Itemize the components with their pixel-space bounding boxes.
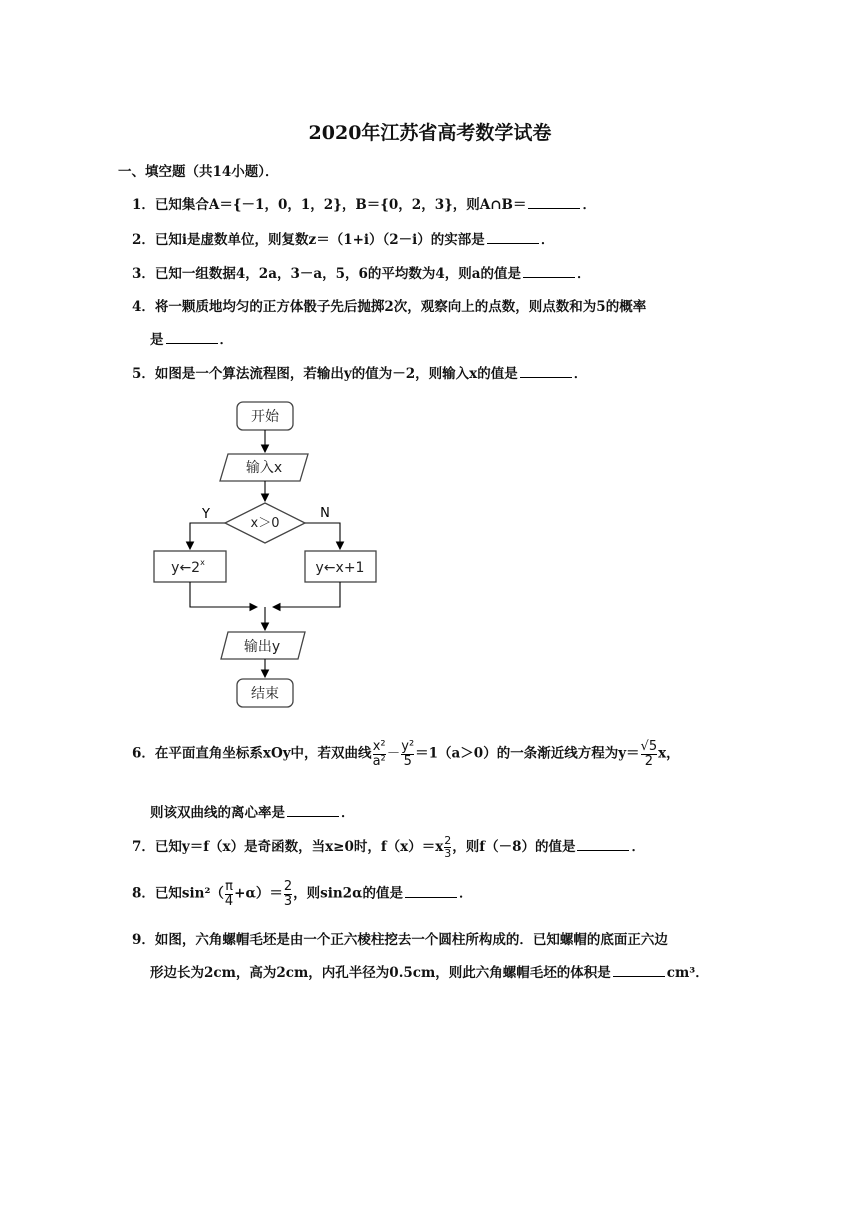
- question-text: ，则f（－8）的值是: [452, 839, 576, 855]
- question-text: 形边长为2cm，高为2cm，内孔半径为0.5cm，则此六角螺帽毛坯的体积是: [150, 965, 611, 981]
- answer-blank: [405, 886, 457, 898]
- question-text: 如图是一个算法流程图，若输出y的值为－2，则输入x的值是: [154, 366, 518, 382]
- answer-blank: [287, 805, 339, 817]
- yes-label: Y: [202, 507, 210, 522]
- end-box: [237, 679, 293, 707]
- input-box: [220, 454, 308, 481]
- end-label: 结束: [251, 686, 279, 702]
- numerator: √5: [640, 739, 658, 754]
- answer-blank: [523, 266, 575, 278]
- question-5: [132, 362, 587, 382]
- question-text: +α）＝: [234, 885, 283, 902]
- question-text: ，则sin2α的值是: [293, 885, 403, 902]
- question-end: cm³．: [666, 965, 709, 981]
- question-text: 将一颗质地均匀的正方体骰子先后抛掷2次，观察向上的点数，则点数和为5的概率: [154, 299, 647, 315]
- question-text: ＝1（a＞0）的一条渐近线方程为y＝: [415, 745, 640, 762]
- question-text: 如图，六角螺帽毛坯是由一个正六棱柱挖去一个圆柱所构成的．已知螺帽的底面正六边: [154, 932, 668, 948]
- numerator: x²: [372, 739, 386, 754]
- answer-blank: [520, 366, 572, 378]
- question-6-continued: [150, 801, 355, 821]
- denominator: 3: [444, 847, 452, 860]
- page-title: 2020年江苏省高考数学试卷: [308, 122, 552, 144]
- question-7: [132, 835, 645, 860]
- denominator: 5: [403, 753, 412, 769]
- question-3: [132, 262, 591, 282]
- question-number: 6．: [132, 745, 155, 762]
- question-text: x，: [658, 745, 680, 762]
- fraction-pi-4: [225, 880, 233, 908]
- denominator: 4: [224, 893, 234, 909]
- question-end: ．: [219, 332, 233, 348]
- condition-label: x＞0: [250, 516, 280, 531]
- answer-blank: [528, 197, 580, 209]
- right-process-box: [305, 551, 376, 582]
- question-1: [132, 193, 596, 213]
- numerator: π: [225, 879, 233, 894]
- question-text: 已知y＝f（x）是奇函数，当x≥0时，f（x）＝x: [154, 839, 444, 855]
- question-end: ．: [577, 266, 591, 282]
- output-label: 输出y: [243, 639, 281, 655]
- left-process-box: [154, 551, 226, 582]
- left-box-label: y←2$^x$: [171, 558, 205, 576]
- output-box: [221, 632, 305, 659]
- question-number: 4．: [132, 299, 155, 315]
- question-number: 2．: [132, 232, 155, 248]
- question-end: ．: [631, 839, 645, 855]
- question-end: ．: [341, 805, 355, 821]
- denominator: 3: [283, 893, 293, 909]
- question-9-continued: [150, 961, 709, 981]
- question-end: ．: [573, 366, 588, 382]
- question-text: 已知i是虚数单位，则复数z＝（1+i）（2－i）的实部是: [154, 232, 485, 248]
- condition-diamond: [225, 503, 305, 543]
- question-text: 是: [150, 332, 164, 348]
- fraction-x2-a2: [373, 740, 386, 768]
- no-label: N: [320, 506, 330, 521]
- question-4-continued: [150, 328, 233, 348]
- question-number: 8．: [132, 885, 155, 902]
- fraction-sqrt5-2: [641, 740, 658, 768]
- numerator: 2: [283, 879, 293, 894]
- question-end: ．: [582, 197, 596, 213]
- numerator: 2: [444, 834, 452, 848]
- answer-blank: [487, 232, 539, 244]
- answer-blank: [577, 839, 629, 851]
- question-number: 1．: [132, 197, 155, 213]
- question-text: 则该双曲线的离心率是: [150, 805, 285, 821]
- minus-sign: －: [386, 745, 401, 762]
- question-8: [132, 880, 472, 908]
- exponent-fraction: [444, 835, 451, 859]
- answer-blank: [613, 965, 665, 977]
- question-4: [132, 295, 646, 315]
- start-box: [237, 402, 293, 430]
- denominator: 2: [644, 753, 653, 769]
- answer-blank: [166, 332, 218, 344]
- denominator: a²: [372, 753, 386, 769]
- question-number: 5．: [132, 366, 155, 382]
- fraction-2-3: [284, 880, 292, 908]
- question-text: 已知sin²（: [154, 885, 224, 902]
- question-end: ．: [458, 885, 473, 902]
- section-heading: 一、填空题（共14小题）．: [118, 164, 279, 180]
- question-text: 在平面直角坐标系xOy中，若双曲线: [154, 745, 372, 762]
- right-box-label: y←x+1: [315, 560, 365, 576]
- question-9: [132, 928, 668, 948]
- start-label: 开始: [251, 409, 279, 425]
- question-2: [132, 228, 554, 248]
- question-text: 已知一组数据4，2a，3－a，5，6的平均数为4，则a的值是: [154, 266, 522, 282]
- question-number: 7．: [132, 839, 155, 855]
- question-number: 9．: [132, 932, 155, 948]
- question-6: [132, 740, 680, 768]
- question-text: 已知集合A＝{－1，0，1，2}，B＝{0，2，3}，则A∩B＝: [154, 197, 527, 213]
- question-number: 3．: [132, 266, 155, 282]
- question-end: ．: [540, 232, 555, 248]
- fraction-y2-5: [401, 740, 414, 768]
- numerator: y²: [401, 739, 415, 754]
- input-label: 输入x: [245, 460, 283, 476]
